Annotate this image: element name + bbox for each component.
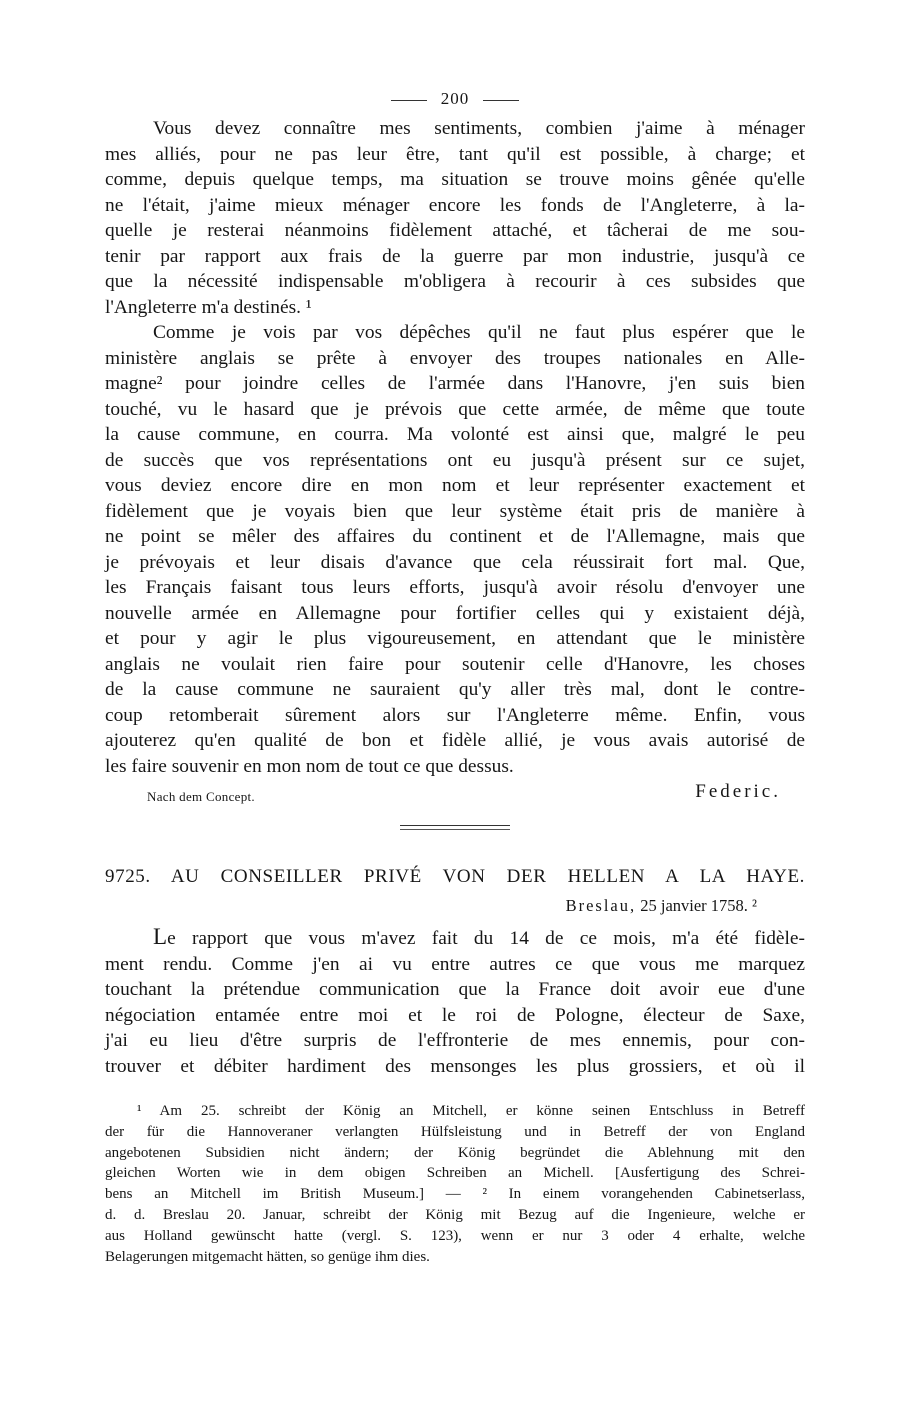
text-line: ne point se mêler des affaires du continent et de l'Allemagne, mais que <box>105 526 805 547</box>
text-line: fidèlement que je voyais bien que leur système était pris de manière à <box>105 500 805 522</box>
text-line: trouver et débiter hardiment des mensonges les plus grossiers, et où il <box>105 1055 805 1077</box>
footnote-line: bens an Mitchell im British Museum.] — ² In einem vorangehenden Cabinetserlass, <box>105 1186 805 1203</box>
text-line-rest: e rapport que vous m'avez fait du 14 de ce mois, m'a été fidèle- <box>167 928 805 949</box>
header-dash-right <box>483 100 519 101</box>
footnote-line: aus Holland gewünscht hatte (vergl. S. 123), wenn er nur 3 oder 4 erhalte, welche <box>105 1227 805 1244</box>
header-dash-left <box>391 100 427 101</box>
footnote-line: angebotenen Subsidien nicht ändern; der König begründet die Ablehnung mit den <box>105 1144 805 1161</box>
source-note: Nach dem Concept. <box>147 789 255 804</box>
text-line: je prévoyais et leur disais d'avance que cela réussirait fort mal. Que, <box>105 551 805 573</box>
text-line: ne l'était, j'aime mieux ménager encore les fonds de l'Angleterre, à la- <box>105 194 805 216</box>
footnote-line: ¹ Am 25. schreibt der König an Mitchell, er könne seinen Entschluss in Betreff <box>137 1103 805 1119</box>
footnote-line: gleichen Worten wie in dem obigen Schreiben an Michell. [Ausfertigung des Schrei- <box>105 1165 805 1182</box>
text-line: j'ai eu lieu d'être surpris de l'effronterie de mes ennemis, pour con- <box>105 1030 805 1051</box>
paragraph-2 <box>105 320 805 779</box>
page-number: 200 <box>440 89 470 108</box>
text-line: ment rendu. Comme j'en ai vu entre autres ce que vous me marquez <box>105 953 805 975</box>
footnotes <box>105 1101 805 1267</box>
text-line: de succès que vos représentations ont eu jusqu'à présent sur ce sujet, <box>105 449 805 471</box>
closing-row <box>105 781 805 811</box>
text-line: comme, depuis quelque temps, ma situation se trouve moins gênée qu'elle <box>105 169 805 190</box>
text-line <box>105 924 805 952</box>
text-line: négociation entamée entre moi et le roi de Pologne, électeur de Saxe, <box>105 1004 805 1026</box>
text-line: les faire souvenir en mon nom de tout ce que dessus. <box>105 755 514 777</box>
text-line: ministère anglais se prête à envoyer des troupes nationales en Alle- <box>105 347 805 369</box>
paragraph-1 <box>105 116 805 320</box>
signature: Federic. <box>695 781 781 802</box>
text-line: touchant la prétendue communication que la France doit avoir eue d'une <box>105 979 805 1000</box>
text-line: ajouterez qu'en qualité de bon et fidèle allié, je vous avais autorisé de <box>105 730 805 751</box>
letter-body <box>105 924 805 1079</box>
text-line: magne² pour joindre celles de l'armée dans l'Hanovre, j'en suis bien <box>105 373 805 394</box>
text-line: Vous devez connaître mes sentiments, combien j'aime à ménager <box>153 118 805 139</box>
text-line: l'Angleterre m'a destinés. ¹ <box>105 296 312 318</box>
letter-place: Breslau, <box>565 896 637 915</box>
text-line: que la nécessité indispensable m'obligera à recourir à ces subsides que <box>105 271 805 292</box>
text-line: quelle je resterai néanmoins fidèlement attaché, et tâcherai de me sou- <box>105 220 805 241</box>
text-line: et pour y agir le plus vigoureusement, en attendant que le ministère <box>105 628 805 649</box>
text-line: touché, vu le hasard que je prévois que cette armée, de même que toute <box>105 398 805 420</box>
text-line: les Français faisant tous leurs efforts, jusqu'à avoir résolu d'envoyer une <box>105 577 805 598</box>
page-header <box>105 84 805 114</box>
footnote-line: der für die Hannoveraner verlangten Hülfsleistung und in Betreff der von England <box>105 1123 805 1140</box>
footnote-line: Belagerungen mitgemacht hätten, so genüge ihm dies. <box>105 1248 430 1265</box>
text-line: de la cause commune ne sauraient qu'y aller très mal, dont le contre- <box>105 679 805 700</box>
footnote-line: d. d. Breslau 20. Januar, schreibt der König mit Bezug auf die Ingenieure, welche er <box>105 1206 805 1223</box>
text-line: vous deviez encore dire en mon nom et leur représenter exactement et <box>105 475 805 496</box>
letter-date: 25 janvier 1758. ² <box>640 896 757 915</box>
drop-cap: L <box>153 924 168 949</box>
letter-title: 9725. AU CONSEILLER PRIVÉ VON DER HELLEN A LA HAYE. <box>105 866 805 887</box>
text-line: mes alliés, pour ne pas leur être, tant qu'il est possible, à charge; et <box>105 143 805 165</box>
document-page <box>105 84 805 1267</box>
place-date <box>105 894 805 918</box>
text-line: anglais ne voulait rien faire pour soutenir celle d'Hanovre, les choses <box>105 653 805 675</box>
text-line: coup retomberait sûrement alors sur l'Angleterre même. Enfin, vous <box>105 704 805 726</box>
text-line: Comme je vois par vos dépêches qu'il ne faut plus espérer que le <box>153 322 805 343</box>
text-line: nouvelle armée en Allemagne pour fortifier celles qui y existaient déjà, <box>105 602 805 624</box>
text-line: tenir par rapport aux frais de la guerre par mon industrie, jusqu'à ce <box>105 245 805 267</box>
text-line: la cause commune, en courra. Ma volonté est ainsi que, malgré le peu <box>105 424 805 445</box>
section-divider <box>400 825 510 830</box>
